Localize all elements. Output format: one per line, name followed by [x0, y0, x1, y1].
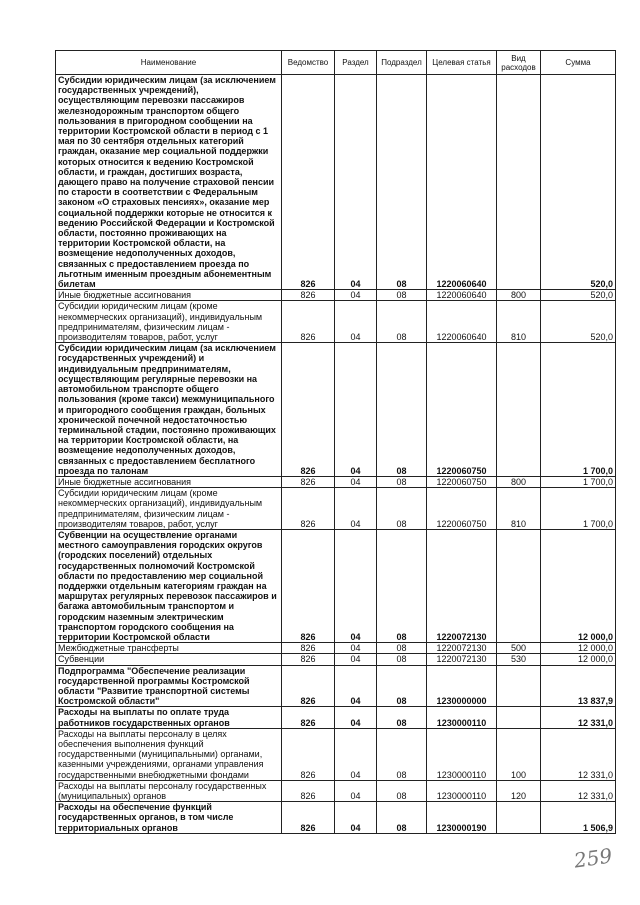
- cell-subsection: 08: [377, 665, 427, 707]
- cell-name: Расходы на выплаты по оплате труда работников государственных органов: [56, 707, 282, 728]
- cell-target: 1230000000: [427, 665, 497, 707]
- cell-section: 04: [335, 802, 377, 834]
- cell-section: 04: [335, 529, 377, 642]
- cell-type: 810: [497, 488, 541, 530]
- cell-type: [497, 707, 541, 728]
- table-row: [56, 654, 616, 665]
- table-row: [56, 529, 616, 642]
- cell-dept: 826: [282, 643, 335, 654]
- table-row: [56, 343, 616, 477]
- cell-section: 04: [335, 476, 377, 487]
- cell-sum: 12 331,0: [541, 780, 616, 801]
- cell-section: 04: [335, 665, 377, 707]
- header-target: Целевая статья: [427, 51, 497, 75]
- budget-document-page: [55, 50, 615, 834]
- cell-dept: 826: [282, 343, 335, 477]
- cell-section: 04: [335, 780, 377, 801]
- cell-target: 1220060640: [427, 290, 497, 301]
- table-body: [56, 75, 616, 834]
- cell-target: 1220060640: [427, 301, 497, 343]
- cell-name: Межбюджетные трансферты: [56, 643, 282, 654]
- cell-sum: 12 000,0: [541, 529, 616, 642]
- cell-section: 04: [335, 301, 377, 343]
- cell-dept: 826: [282, 301, 335, 343]
- cell-sum: 1 700,0: [541, 343, 616, 477]
- cell-subsection: 08: [377, 75, 427, 290]
- cell-sum: 1 700,0: [541, 488, 616, 530]
- cell-target: 1220060750: [427, 343, 497, 477]
- cell-target: 1230000190: [427, 802, 497, 834]
- table-row: [56, 802, 616, 834]
- table-row: [56, 290, 616, 301]
- cell-type: 800: [497, 476, 541, 487]
- cell-name: Расходы на выплаты персоналу в целях обеспечения выполнения функций государственными (муниципальными) органами, казенными учреждениями, органами управления государственными внебюджетными фондами: [56, 728, 282, 780]
- table-row: [56, 643, 616, 654]
- header-name: Наименование: [56, 51, 282, 75]
- cell-section: 04: [335, 728, 377, 780]
- cell-dept: 826: [282, 488, 335, 530]
- cell-dept: 826: [282, 802, 335, 834]
- cell-section: 04: [335, 654, 377, 665]
- cell-type: 120: [497, 780, 541, 801]
- cell-section: 04: [335, 343, 377, 477]
- cell-name: Иные бюджетные ассигнования: [56, 476, 282, 487]
- cell-target: 1230000110: [427, 728, 497, 780]
- cell-sum: 12 000,0: [541, 643, 616, 654]
- cell-name: Расходы на выплаты персоналу государственных (муниципальных) органов: [56, 780, 282, 801]
- cell-sum: 1 506,9: [541, 802, 616, 834]
- cell-name: Субвенции на осуществление органами местного самоуправления городских округов (городских поселений) отдельных государственных полномочий Костромской области по предоставлению мер социальной поддержки отдельным категориям граждан на маршрутах регулярных перевозок пассажиров и багажа автомобильным транспортом и городским наземным электрическим транспортом городского сообщения на территории Костромской области: [56, 529, 282, 642]
- header-sum: Сумма: [541, 51, 616, 75]
- cell-name: Подпрограмма "Обеспечение реализации государственной программы Костромской области "Развитие транспортной системы Костромской области": [56, 665, 282, 707]
- cell-subsection: 08: [377, 643, 427, 654]
- cell-target: 1230000110: [427, 780, 497, 801]
- cell-name: Субсидии юридическим лицам (кроме некоммерческих организаций), индивидуальным предпринимателям, физическим лицам - производителям товаров, работ, услуг: [56, 301, 282, 343]
- cell-subsection: 08: [377, 707, 427, 728]
- cell-sum: 520,0: [541, 301, 616, 343]
- cell-subsection: 08: [377, 654, 427, 665]
- cell-sum: 520,0: [541, 75, 616, 290]
- cell-section: 04: [335, 290, 377, 301]
- cell-type: 530: [497, 654, 541, 665]
- cell-target: 1220072130: [427, 529, 497, 642]
- cell-sum: 1 700,0: [541, 476, 616, 487]
- cell-target: 1230000110: [427, 707, 497, 728]
- cell-target: 1220072130: [427, 643, 497, 654]
- table-row: [56, 665, 616, 707]
- table-row: [56, 707, 616, 728]
- cell-type: 500: [497, 643, 541, 654]
- cell-name: Расходы на обеспечение функций государственных органов, в том числе территориальных органов: [56, 802, 282, 834]
- cell-type: [497, 665, 541, 707]
- cell-type: [497, 802, 541, 834]
- cell-dept: 826: [282, 75, 335, 290]
- cell-type: 810: [497, 301, 541, 343]
- cell-dept: 826: [282, 780, 335, 801]
- cell-section: 04: [335, 643, 377, 654]
- cell-sum: 12 331,0: [541, 707, 616, 728]
- header-dept: Ведомство: [282, 51, 335, 75]
- cell-dept: 826: [282, 728, 335, 780]
- table-row: [56, 75, 616, 290]
- cell-name: Иные бюджетные ассигнования: [56, 290, 282, 301]
- cell-type: [497, 529, 541, 642]
- cell-target: 1220060640: [427, 75, 497, 290]
- cell-type: [497, 343, 541, 477]
- cell-sum: 520,0: [541, 290, 616, 301]
- cell-name: Субсидии юридическим лицам (за исключением государственных учреждений) и индивидуальным предпринимателям, осуществляющим регулярные перевозки на автомобильном транспорте общего пользования (кроме такси) межмуниципального и пригородного сообщения граждан, больных хронической почечной недостаточностью терминальной стадии, постоянно проживающих на территории Костромской области, на возмещение недополученных доходов, связанных с предоставлением бесплатного проезда по талонам: [56, 343, 282, 477]
- cell-subsection: 08: [377, 728, 427, 780]
- cell-type: 100: [497, 728, 541, 780]
- cell-dept: 826: [282, 529, 335, 642]
- cell-section: 04: [335, 707, 377, 728]
- cell-target: 1220060750: [427, 476, 497, 487]
- cell-subsection: 08: [377, 290, 427, 301]
- cell-dept: 826: [282, 707, 335, 728]
- cell-dept: 826: [282, 654, 335, 665]
- cell-subsection: 08: [377, 802, 427, 834]
- page-number: 259: [572, 843, 614, 873]
- cell-dept: 826: [282, 665, 335, 707]
- cell-dept: 826: [282, 476, 335, 487]
- cell-subsection: 08: [377, 780, 427, 801]
- cell-subsection: 08: [377, 529, 427, 642]
- cell-target: 1220060750: [427, 488, 497, 530]
- table-row: [56, 301, 616, 343]
- cell-subsection: 08: [377, 343, 427, 477]
- table-header-row: [56, 51, 616, 75]
- cell-sum: 12 000,0: [541, 654, 616, 665]
- cell-type: [497, 75, 541, 290]
- table-row: [56, 728, 616, 780]
- cell-target: 1220072130: [427, 654, 497, 665]
- header-subsection: Подраздел: [377, 51, 427, 75]
- cell-name: Субвенции: [56, 654, 282, 665]
- cell-section: 04: [335, 488, 377, 530]
- cell-type: 800: [497, 290, 541, 301]
- table-row: [56, 476, 616, 487]
- budget-table: [55, 50, 616, 834]
- cell-section: 04: [335, 75, 377, 290]
- cell-subsection: 08: [377, 488, 427, 530]
- table-row: [56, 488, 616, 530]
- table-row: [56, 780, 616, 801]
- cell-sum: 12 331,0: [541, 728, 616, 780]
- cell-dept: 826: [282, 290, 335, 301]
- cell-subsection: 08: [377, 476, 427, 487]
- cell-name: Субсидии юридическим лицам (за исключением государственных учреждений), осуществляющим перевозки пассажиров железнодорожным транспортом общего пользования в пригородном сообщении на территории Костромской области в период с 1 мая по 30 сентября отдельных категорий граждан, оказание мер социальной поддержки которых относится к ведению Костромской области, и граждан, достигших возраста, дающего право на получение страховой пенсии по старости в соответствии с Федеральным законом «О страховых пенсиях», оказание мер социальной поддержки которые не относится к ведению Российской Федерации и Костромской области, постоянно проживающих на территории Костромской области, на возмещение недополученных доходов, связанных с предоставлением проезда по льготным именным проездным абонементным билетам: [56, 75, 282, 290]
- cell-subsection: 08: [377, 301, 427, 343]
- header-type: Вид расходов: [497, 51, 541, 75]
- cell-name: Субсидии юридическим лицам (кроме некоммерческих организаций), индивидуальным предпринимателям, физическим лицам - производителям товаров, работ, услуг: [56, 488, 282, 530]
- cell-sum: 13 837,9: [541, 665, 616, 707]
- header-section: Раздел: [335, 51, 377, 75]
